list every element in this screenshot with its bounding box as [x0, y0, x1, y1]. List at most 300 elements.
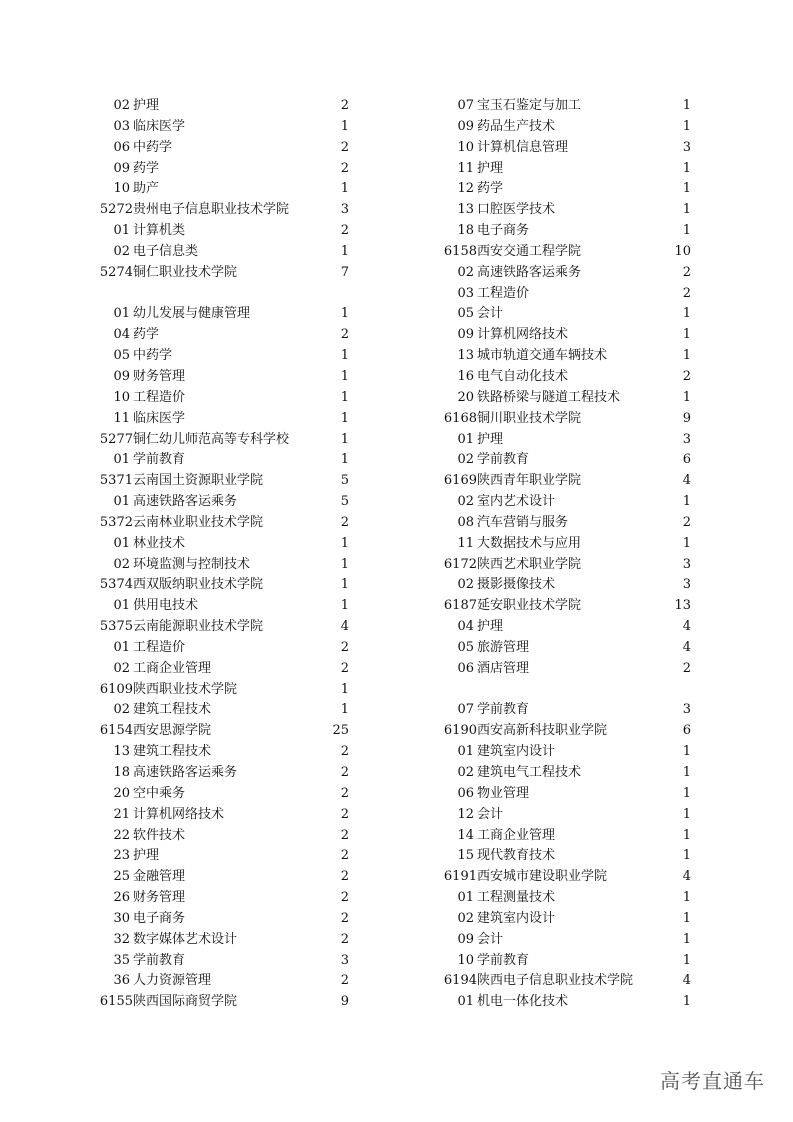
- school-code: 5374: [99, 577, 133, 593]
- major-count: 2: [340, 848, 349, 864]
- major-count: 2: [682, 368, 691, 384]
- major-count: 1: [682, 494, 691, 510]
- major-code: 13: [457, 202, 474, 218]
- major-code: 26: [113, 890, 130, 906]
- major-code: 01: [457, 890, 474, 906]
- major-row: [447, 138, 691, 159]
- major-count: 1: [682, 535, 691, 551]
- major-code: 21: [113, 806, 130, 822]
- school-name: 铜仁职业技术学院: [133, 264, 238, 280]
- major-code: 06: [113, 139, 130, 155]
- major-name: 汽车营销与服务: [477, 514, 569, 530]
- school-code: 6194: [443, 973, 477, 989]
- major-count: 2: [340, 160, 349, 176]
- major-count: 1: [682, 910, 691, 926]
- major-code: 32: [113, 931, 130, 947]
- major-name: 护理: [477, 431, 504, 447]
- major-name: 药品生产技术: [477, 118, 556, 134]
- major-code: 05: [113, 348, 130, 364]
- major-name: 空中乘务: [133, 785, 186, 801]
- major-row: [447, 575, 691, 596]
- major-count: 1: [340, 243, 349, 259]
- major-count: 6: [682, 452, 691, 468]
- right-column: [443, 96, 691, 1013]
- school-count: 4: [682, 869, 691, 885]
- major-code: 02: [113, 98, 130, 113]
- major-row: [447, 263, 691, 284]
- major-name: 金融管理: [133, 869, 186, 885]
- school-code: 6109: [99, 681, 133, 697]
- school-code: 5277: [99, 431, 133, 447]
- major-row: [447, 450, 691, 471]
- major-count: 1: [340, 452, 349, 468]
- major-row: [447, 346, 691, 367]
- major-count: 2: [340, 931, 349, 947]
- major-name: 建筑电气工程技术: [477, 765, 582, 780]
- major-row: [103, 826, 349, 847]
- major-name: 工商企业管理: [133, 660, 212, 676]
- major-code: 02: [457, 264, 474, 280]
- school-row: [443, 409, 691, 430]
- school-count: 3: [682, 556, 691, 572]
- major-count: 1: [682, 994, 691, 1010]
- major-name: 护理: [477, 160, 504, 176]
- major-count: 1: [340, 410, 349, 426]
- major-row: [447, 930, 691, 951]
- major-name: 口腔医学技术: [477, 202, 556, 218]
- school-row: [99, 200, 349, 221]
- school-code: 6169: [443, 473, 477, 489]
- major-row: [447, 638, 691, 659]
- major-count: 1: [682, 765, 691, 780]
- major-count: 1: [340, 181, 349, 197]
- major-name: 机电一体化技术: [477, 994, 569, 1010]
- major-name: 学前教育: [477, 952, 530, 968]
- school-name: 西安城市建设职业学院: [477, 869, 608, 885]
- major-count: 1: [682, 389, 691, 405]
- school-code: 6168: [443, 410, 477, 426]
- major-code: 04: [113, 327, 130, 343]
- major-code: 09: [457, 118, 474, 134]
- school-name: 铜仁幼儿师范高等专科学校: [133, 431, 290, 447]
- major-count: 2: [340, 869, 349, 885]
- blank-row: [447, 680, 691, 701]
- major-name: 计算机信息管理: [477, 139, 569, 155]
- major-code: 06: [457, 660, 474, 676]
- major-count: 1: [682, 785, 691, 801]
- major-count: 1: [682, 952, 691, 968]
- major-count: 1: [682, 327, 691, 343]
- major-row: [103, 951, 349, 972]
- major-name: 中药学: [133, 139, 173, 155]
- major-code: 01: [113, 639, 130, 655]
- major-code: 02: [457, 577, 474, 593]
- major-code: 02: [113, 702, 130, 718]
- major-code: 09: [457, 931, 474, 947]
- major-count: 3: [682, 702, 691, 718]
- blank-row: [103, 284, 349, 305]
- major-name: 铁路桥梁与隧道工程技术: [477, 389, 621, 405]
- major-code: 13: [113, 744, 130, 760]
- school-row: [443, 242, 691, 263]
- major-count: 2: [340, 910, 349, 926]
- major-count: 2: [340, 139, 349, 155]
- major-code: 18: [457, 223, 474, 239]
- major-name: 供用电技术: [133, 598, 199, 614]
- major-count: 1: [340, 702, 349, 718]
- school-count: 9: [682, 410, 691, 426]
- major-code: 05: [457, 639, 474, 655]
- major-count: 2: [682, 514, 691, 530]
- school-row: [99, 575, 349, 596]
- major-count: 2: [340, 973, 349, 989]
- major-code: 11: [113, 410, 130, 426]
- major-name: 高速铁路客运乘务: [477, 264, 582, 280]
- major-code: 07: [457, 702, 474, 718]
- major-code: 02: [113, 556, 130, 572]
- school-row: [99, 721, 349, 742]
- major-name: 现代教育技术: [477, 848, 556, 864]
- major-count: 4: [682, 619, 691, 635]
- school-count: 9: [340, 994, 349, 1010]
- major-name: 会计: [477, 931, 504, 947]
- major-code: 18: [113, 765, 130, 780]
- major-row: [103, 763, 349, 784]
- school-name: 陕西职业技术学院: [133, 681, 238, 697]
- major-row: [103, 179, 349, 200]
- major-row: [447, 846, 691, 867]
- major-name: 高速铁路客运乘务: [133, 765, 238, 780]
- school-name: 陕西电子信息职业技术学院: [477, 973, 634, 989]
- major-row: [447, 826, 691, 847]
- major-name: 学前教育: [477, 452, 530, 468]
- major-name: 中药学: [133, 348, 173, 364]
- major-code: 01: [113, 223, 130, 239]
- school-code: 5372: [99, 514, 133, 530]
- school-count: 5: [340, 473, 349, 489]
- school-name: 西安交通工程学院: [477, 243, 582, 259]
- school-code: 6155: [99, 994, 133, 1010]
- major-code: 10: [457, 952, 474, 968]
- major-row: [103, 96, 349, 117]
- major-code: 02: [457, 494, 474, 510]
- major-code: 02: [113, 243, 130, 259]
- major-count: 2: [340, 744, 349, 760]
- major-name: 药学: [133, 327, 160, 343]
- major-code: 12: [457, 806, 474, 822]
- school-name: 云南林业职业技术学院: [133, 514, 264, 530]
- major-row: [103, 846, 349, 867]
- major-name: 林业技术: [133, 535, 186, 551]
- school-name: 西安高新科技职业学院: [477, 723, 608, 739]
- major-code: 05: [457, 306, 474, 322]
- major-count: 1: [682, 744, 691, 760]
- major-count: 1: [340, 389, 349, 405]
- major-row: [447, 96, 691, 117]
- school-code: 5272: [99, 202, 133, 218]
- major-code: 01: [457, 744, 474, 760]
- school-count: 4: [682, 973, 691, 989]
- major-code: 01: [113, 452, 130, 468]
- major-name: 药学: [477, 181, 504, 197]
- major-count: 2: [340, 827, 349, 843]
- major-code: 03: [113, 118, 130, 134]
- major-row: [447, 221, 691, 242]
- school-count: 7: [340, 264, 349, 280]
- major-name: 财务管理: [133, 368, 186, 384]
- major-row: [447, 763, 691, 784]
- major-count: 1: [682, 223, 691, 239]
- major-name: 酒店管理: [477, 660, 530, 676]
- major-row: [103, 325, 349, 346]
- major-code: 02: [457, 910, 474, 926]
- major-row: [103, 930, 349, 951]
- major-count: 1: [682, 160, 691, 176]
- major-name: 临床医学: [133, 410, 186, 426]
- major-code: 36: [113, 973, 130, 989]
- school-name: 西安思源学院: [133, 723, 212, 739]
- major-count: 1: [682, 306, 691, 322]
- major-code: 08: [457, 514, 474, 530]
- major-name: 物业管理: [477, 785, 530, 801]
- major-code: 01: [457, 994, 474, 1010]
- major-name: 临床医学: [133, 118, 186, 134]
- major-row: [447, 388, 691, 409]
- major-code: 10: [457, 139, 474, 155]
- major-row: [103, 450, 349, 471]
- major-row: [447, 700, 691, 721]
- major-name: 电子商务: [477, 223, 530, 239]
- major-row: [103, 805, 349, 826]
- left-column: [99, 96, 349, 1013]
- school-name: 铜川职业技术学院: [477, 410, 582, 426]
- school-code: 6191: [443, 869, 477, 885]
- major-code: 06: [457, 785, 474, 801]
- major-code: 02: [457, 765, 474, 780]
- major-row: [447, 888, 691, 909]
- major-code: 10: [113, 181, 130, 197]
- major-count: 3: [340, 952, 349, 968]
- major-count: 2: [682, 285, 691, 301]
- school-row: [443, 721, 691, 742]
- major-code: 13: [457, 348, 474, 364]
- major-row: [447, 617, 691, 638]
- school-name: 陕西国际商贸学院: [133, 994, 238, 1010]
- major-name: 护理: [477, 619, 504, 635]
- major-name: 电气自动化技术: [477, 368, 569, 384]
- major-name: 学前教育: [477, 702, 530, 718]
- major-name: 计算机网络技术: [133, 806, 225, 822]
- major-count: 2: [682, 264, 691, 280]
- major-count: 1: [340, 535, 349, 551]
- school-count: 4: [340, 619, 349, 635]
- major-row: [103, 388, 349, 409]
- major-count: 1: [682, 348, 691, 364]
- major-name: 助产: [133, 181, 160, 197]
- major-name: 建筑工程技术: [133, 744, 212, 760]
- school-row: [443, 971, 691, 992]
- major-code: 02: [457, 452, 474, 468]
- major-row: [103, 492, 349, 513]
- major-code: 14: [457, 827, 474, 843]
- major-count: 1: [340, 348, 349, 364]
- major-code: 07: [457, 98, 474, 113]
- major-name: 摄影摄像技术: [477, 577, 556, 593]
- major-count: 2: [340, 223, 349, 239]
- major-code: 30: [113, 910, 130, 926]
- major-count: 3: [682, 431, 691, 447]
- major-row: [447, 513, 691, 534]
- school-row: [99, 263, 349, 284]
- major-row: [103, 367, 349, 388]
- school-count: 1: [340, 681, 349, 697]
- school-count: 2: [340, 514, 349, 530]
- major-count: 3: [682, 577, 691, 593]
- school-row: [99, 430, 349, 451]
- major-row: [447, 784, 691, 805]
- major-name: 环境监测与控制技术: [133, 556, 251, 572]
- major-code: 01: [113, 535, 130, 551]
- major-name: 幼儿发展与健康管理: [133, 306, 251, 322]
- school-count: 10: [674, 243, 691, 259]
- major-code: 09: [113, 368, 130, 384]
- major-code: 20: [113, 785, 130, 801]
- major-code: 23: [113, 848, 130, 864]
- major-name: 学前教育: [133, 452, 186, 468]
- major-count: 2: [340, 806, 349, 822]
- major-row: [447, 742, 691, 763]
- major-row: [447, 909, 691, 930]
- major-name: 电子信息类: [133, 243, 199, 259]
- major-name: 护理: [133, 98, 160, 113]
- major-row: [103, 700, 349, 721]
- school-code: 5371: [99, 473, 133, 489]
- major-code: 16: [457, 368, 474, 384]
- major-count: 1: [340, 368, 349, 384]
- major-count: 2: [340, 98, 349, 113]
- major-code: 02: [113, 660, 130, 676]
- major-code: 04: [457, 619, 474, 635]
- major-row: [447, 325, 691, 346]
- major-row: [103, 409, 349, 430]
- school-row: [443, 555, 691, 576]
- major-name: 工程测量技术: [477, 890, 556, 906]
- school-code: 6172: [443, 556, 477, 572]
- major-row: [447, 992, 691, 1013]
- school-name: 陕西艺术职业学院: [477, 556, 582, 572]
- major-row: [103, 242, 349, 263]
- major-count: 1: [682, 890, 691, 906]
- major-row: [103, 971, 349, 992]
- major-name: 护理: [133, 848, 160, 864]
- major-row: [447, 304, 691, 325]
- major-name: 软件技术: [133, 827, 186, 843]
- major-code: 01: [113, 598, 130, 614]
- school-name: 西双版纳职业技术学院: [133, 577, 264, 593]
- major-row: [103, 742, 349, 763]
- major-count: 1: [340, 598, 349, 614]
- major-name: 药学: [133, 160, 160, 176]
- major-count: 1: [340, 306, 349, 322]
- major-count: 2: [340, 327, 349, 343]
- major-code: 22: [113, 827, 130, 843]
- major-code: 35: [113, 952, 130, 968]
- major-name: 人力资源管理: [133, 973, 212, 989]
- school-row: [99, 513, 349, 534]
- major-count: 1: [682, 806, 691, 822]
- major-row: [103, 304, 349, 325]
- major-name: 学前教育: [133, 952, 186, 968]
- school-count: 1: [340, 431, 349, 447]
- major-row: [447, 492, 691, 513]
- major-name: 工程造价: [477, 285, 530, 301]
- major-count: 3: [682, 139, 691, 155]
- school-count: 4: [682, 473, 691, 489]
- school-row: [99, 992, 349, 1013]
- major-row: [103, 867, 349, 888]
- school-count: 25: [332, 723, 349, 739]
- major-name: 建筑室内设计: [477, 744, 556, 760]
- major-row: [103, 117, 349, 138]
- major-row: [103, 888, 349, 909]
- school-code: 6154: [99, 723, 133, 739]
- school-row: [443, 596, 691, 617]
- major-code: 25: [113, 869, 130, 885]
- major-count: 5: [340, 494, 349, 510]
- major-row: [103, 138, 349, 159]
- major-name: 电子商务: [133, 910, 186, 926]
- major-count: 2: [682, 660, 691, 676]
- major-name: 旅游管理: [477, 639, 530, 655]
- major-code: 09: [457, 327, 474, 343]
- major-name: 会计: [477, 306, 504, 322]
- school-row: [99, 680, 349, 701]
- major-row: [447, 805, 691, 826]
- major-count: 1: [682, 181, 691, 197]
- major-row: [447, 534, 691, 555]
- school-name: 陕西青年职业学院: [477, 473, 582, 489]
- major-row: [447, 367, 691, 388]
- major-name: 工程造价: [133, 639, 186, 655]
- major-name: 计算机网络技术: [477, 327, 569, 343]
- major-count: 1: [340, 556, 349, 572]
- major-count: 2: [340, 639, 349, 655]
- major-code: 11: [457, 535, 474, 551]
- major-count: 1: [682, 931, 691, 947]
- major-row: [103, 784, 349, 805]
- major-count: 2: [340, 660, 349, 676]
- school-count: 13: [674, 598, 691, 614]
- major-count: 1: [682, 98, 691, 113]
- major-row: [103, 659, 349, 680]
- major-name: 高速铁路客运乘务: [133, 494, 238, 510]
- major-name: 宝玉石鉴定与加工: [477, 98, 582, 113]
- major-name: 城市轨道交通车辆技术: [477, 348, 608, 364]
- major-row: [447, 659, 691, 680]
- school-code: 5375: [99, 619, 133, 635]
- major-count: 2: [340, 890, 349, 906]
- major-row: [103, 909, 349, 930]
- major-code: 10: [113, 389, 130, 405]
- major-count: 1: [682, 827, 691, 843]
- major-row: [103, 159, 349, 180]
- major-row: [103, 596, 349, 617]
- major-code: 01: [113, 494, 130, 510]
- school-row: [443, 471, 691, 492]
- major-name: 计算机类: [133, 223, 186, 239]
- major-code: 11: [457, 160, 474, 176]
- major-code: 01: [113, 306, 130, 322]
